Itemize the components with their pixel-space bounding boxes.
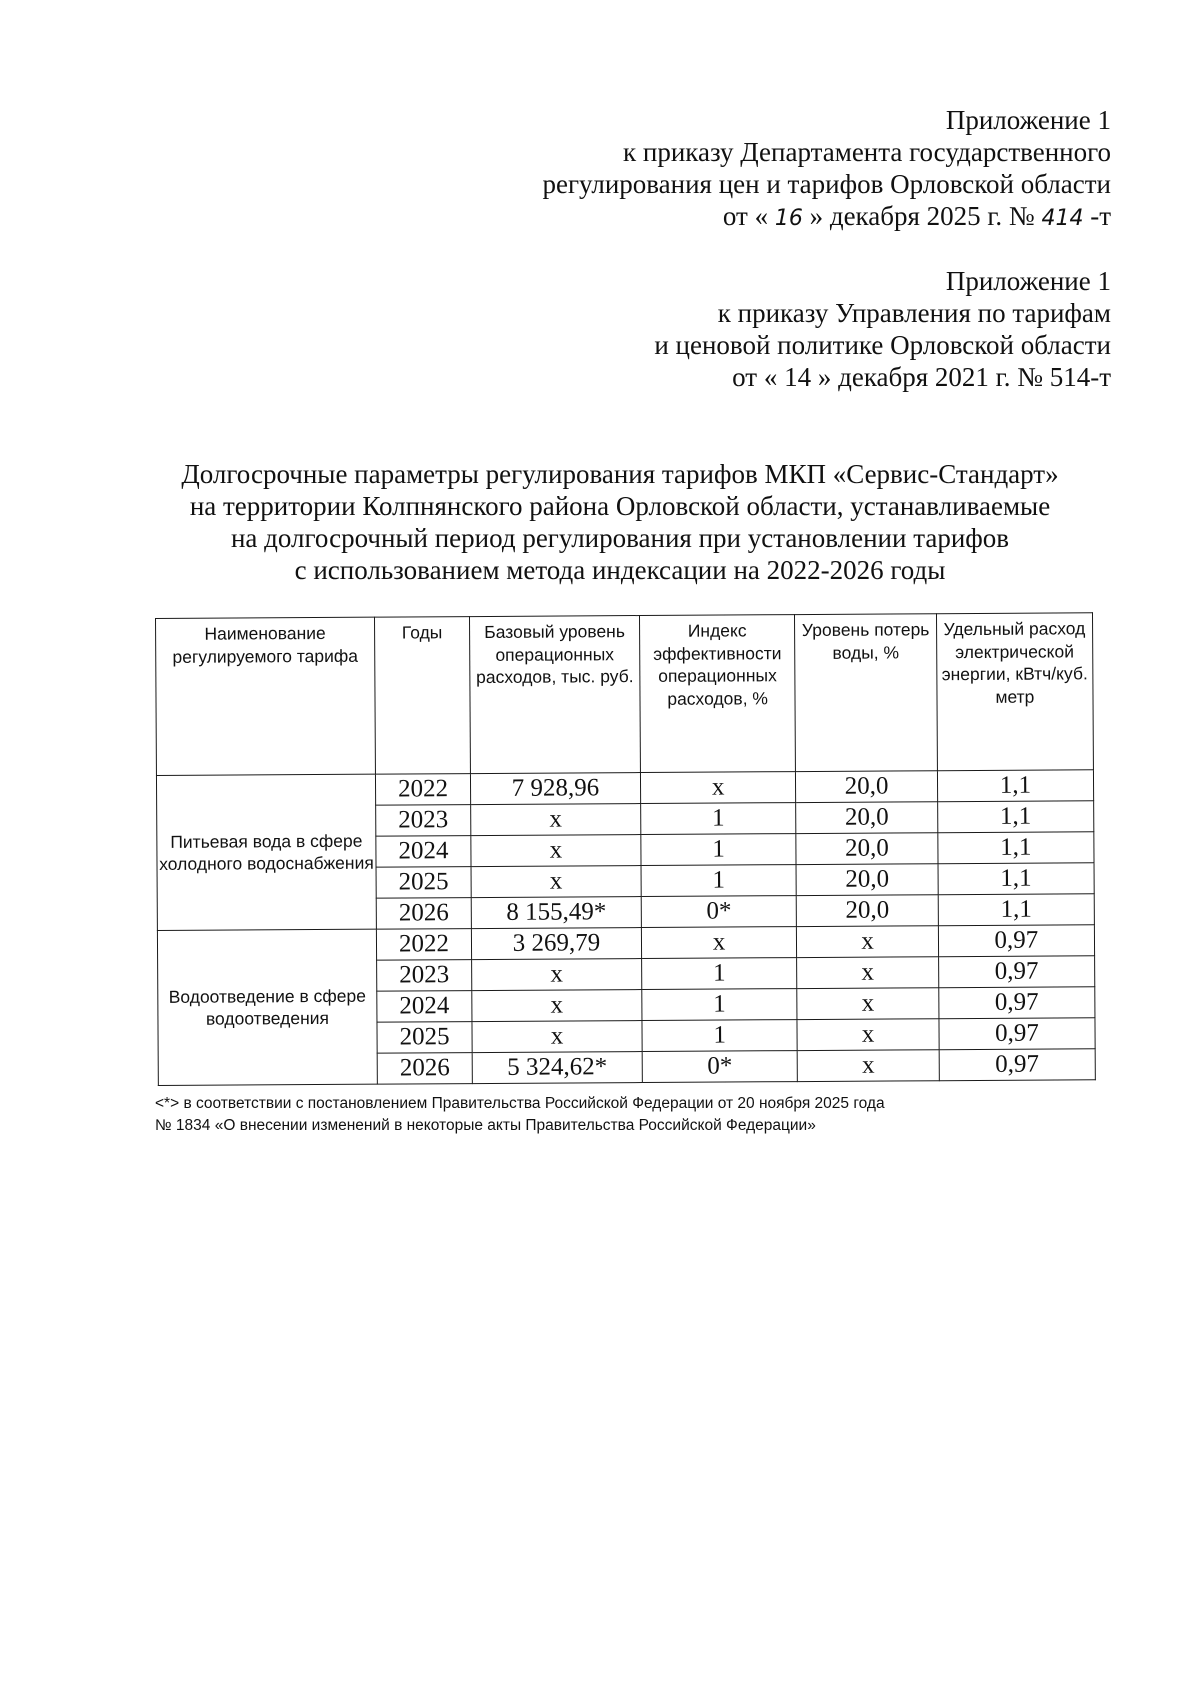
year-cell: 2023	[376, 805, 471, 837]
header-efficiency-index: Индекс эффективности операционных расходов, %	[639, 615, 795, 773]
energy-consumption-cell: 1,1	[937, 770, 1093, 802]
base-opex-cell: х	[472, 1021, 642, 1053]
title-line: Долгосрочные параметры регулирования тарифов МКП «Сервис-Стандарт»	[181, 459, 1059, 489]
appendix-line: и ценовой политике Орловской области	[654, 330, 1111, 360]
base-opex-cell: 7 928,96	[470, 773, 640, 805]
appendix-line: к приказу Департамента государственного	[623, 137, 1111, 167]
appendix-title: Приложение 1	[945, 266, 1111, 296]
water-loss-cell: 20,0	[797, 895, 939, 927]
title-line: на долгосрочный период регулирования при установлении тарифов	[230, 523, 1010, 553]
title-line: на территории Колпнянского района Орловской области, устанавливаемые	[189, 491, 1051, 521]
efficiency-index-cell: 1	[642, 958, 798, 990]
appendix-header-original	[654, 265, 1111, 393]
year-cell: 2026	[376, 898, 471, 930]
energy-consumption-cell: 1,1	[938, 863, 1094, 895]
energy-consumption-cell: 1,1	[938, 894, 1094, 926]
base-opex-cell: 8 155,49*	[471, 897, 641, 929]
date-suffix: -т	[1090, 201, 1111, 231]
tariff-name-cell: Питьевая вода в сфере холодного водоснабжения	[156, 774, 376, 930]
water-loss-cell: 20,0	[796, 833, 938, 865]
water-loss-cell: 20,0	[796, 864, 938, 896]
water-loss-cell: 20,0	[796, 802, 938, 834]
header-water-loss: Уровень потерь воды, %	[795, 614, 937, 772]
base-opex-cell: х	[471, 835, 641, 867]
efficiency-index-cell: х	[640, 772, 796, 804]
year-cell: 2022	[376, 929, 471, 961]
efficiency-index-cell: 0*	[642, 1051, 798, 1083]
energy-consumption-cell: 0,97	[938, 925, 1094, 957]
efficiency-index-cell: х	[641, 927, 797, 959]
title-line: с использованием метода индексации на 2022-2026 годы	[294, 555, 946, 585]
appendix-header-current	[542, 104, 1111, 235]
year-cell: 2024	[376, 836, 471, 868]
efficiency-index-cell: 1	[642, 989, 798, 1021]
table-header-row	[156, 613, 1094, 776]
energy-consumption-cell: 0,97	[939, 1049, 1095, 1081]
handwritten-number: 414	[1041, 206, 1084, 231]
year-cell: 2025	[377, 1022, 472, 1054]
water-loss-cell: 20,0	[796, 771, 938, 803]
appendix-line: регулирования цен и тарифов Орловской области	[542, 169, 1111, 199]
year-cell: 2024	[377, 991, 472, 1023]
header-base-opex: Базовый уровень операционных расходов, тыс. руб.	[470, 616, 641, 774]
base-opex-cell: х	[471, 866, 641, 898]
appendix-line: к приказу Управления по тарифам	[717, 298, 1111, 328]
appendix-date-line: от « 14 » декабря 2021 г. № 514-т	[732, 362, 1111, 392]
footnote-line: № 1834 «О внесении изменений в некоторые акты Правительства Российской Федерации»	[155, 1117, 816, 1134]
date-prefix: от «	[722, 201, 769, 231]
efficiency-index-cell: 1	[641, 834, 797, 866]
efficiency-index-cell: 0*	[641, 896, 797, 928]
tariff-parameters-table	[155, 612, 1096, 1086]
efficiency-index-cell: 1	[641, 803, 797, 835]
base-opex-cell: х	[472, 990, 642, 1022]
year-cell: 2023	[377, 960, 472, 992]
energy-consumption-cell: 1,1	[938, 832, 1094, 864]
energy-consumption-cell: 0,97	[939, 1018, 1095, 1050]
water-loss-cell: х	[797, 988, 939, 1020]
year-cell: 2026	[377, 1053, 472, 1085]
energy-consumption-cell: 1,1	[937, 801, 1093, 833]
appendix-title: Приложение 1	[945, 105, 1111, 135]
handwritten-day: 16	[774, 206, 803, 231]
efficiency-index-cell: 1	[642, 1020, 798, 1052]
water-loss-cell: х	[797, 1050, 939, 1082]
efficiency-index-cell: 1	[641, 865, 797, 897]
header-energy-consumption: Удельный расход электрической энергии, кВтч/куб. метр	[936, 613, 1093, 771]
water-loss-cell: х	[797, 1019, 939, 1051]
header-years: Годы	[374, 617, 470, 775]
header-tariff-name: Наименование регулируемого тарифа	[156, 617, 376, 775]
footnote-line: <*> в соответствии с постановлением Правительства Российской Федерации от 20 ноября 2025 года	[155, 1095, 885, 1112]
year-cell: 2025	[376, 867, 471, 899]
footnote	[155, 1093, 1055, 1137]
date-middle: » декабря 2025 г. №	[809, 201, 1035, 231]
energy-consumption-cell: 0,97	[939, 987, 1095, 1019]
base-opex-cell: 3 269,79	[471, 928, 641, 960]
base-opex-cell: 5 324,62*	[472, 1052, 642, 1084]
energy-consumption-cell: 0,97	[938, 956, 1094, 988]
base-opex-cell: х	[471, 804, 641, 836]
base-opex-cell: х	[472, 959, 642, 991]
document-title	[150, 458, 1090, 586]
water-loss-cell: х	[797, 957, 939, 989]
appendix-date-line	[542, 200, 1111, 235]
tariff-name-cell: Водоотведение в сфере водоотведения	[157, 929, 377, 1085]
year-cell: 2022	[375, 774, 470, 806]
water-loss-cell: х	[797, 926, 939, 958]
